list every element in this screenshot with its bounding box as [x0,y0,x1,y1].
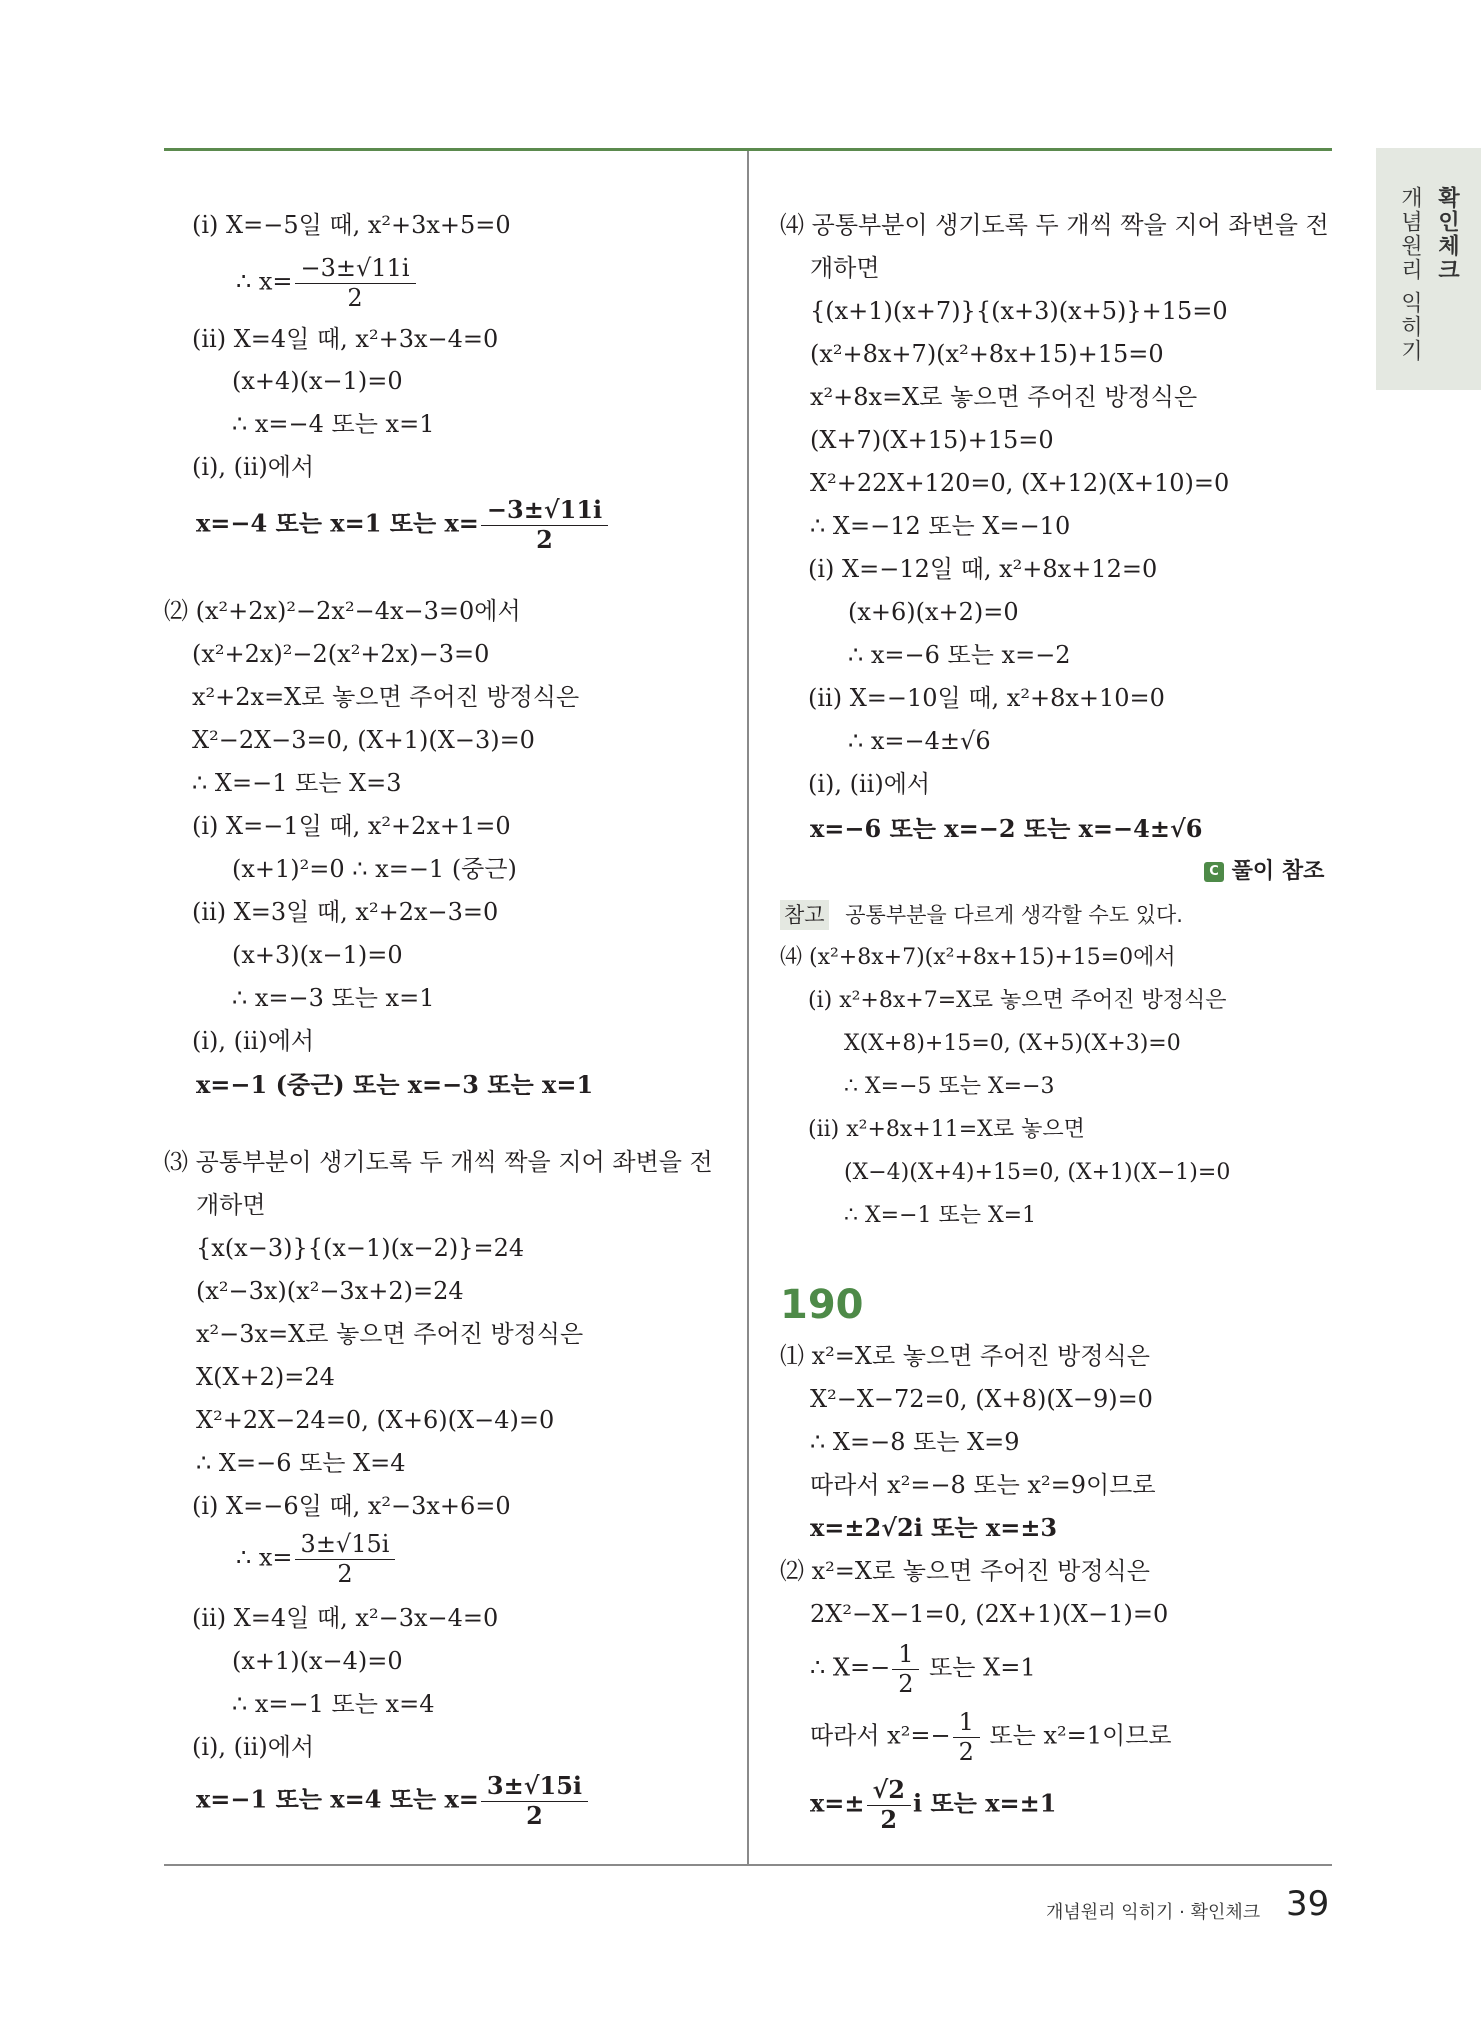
answer-prefix: x=± [810,1788,865,1818]
solution-line: (x²−3x)(x²−3x+2)=24 [196,1277,464,1305]
solution-line: (ⅰ), (ⅱ)에서 [192,1027,315,1055]
problem-line: ⑵ (x²+2x)²−2x²−4x−3=0에서 [164,597,521,625]
solution-line: {x(x−3)}{(x−1)(x−2)}=24 [196,1234,525,1262]
solution-line: 개하면 [196,1191,266,1219]
solution-line: ∴ x=−4±√6 [848,727,991,755]
solution-line: x²+8x=X로 놓으면 주어진 방정식은 [810,383,1198,411]
solution-line: (ⅰ), (ⅱ)에서 [192,1733,315,1761]
fraction-denominator: 2 [536,525,553,554]
solution-line: ∴ X=−1 또는 X=3 [192,769,402,797]
solution-ref-icon: C [1204,862,1224,882]
answer-line [196,1772,590,1830]
side-tab-title: 확인체크 [1434,186,1460,282]
fraction-numerator: 3±√15i [295,1530,396,1560]
solution-line: ∴ x=−3 또는 x=1 [232,984,435,1012]
fraction-numerator: √2 [867,1776,911,1806]
solution-line: (ⅰ) X=−6일 때, x²−3x+6=0 [192,1492,511,1520]
page-number: 39 [1286,1884,1330,1924]
fraction-numerator: 1 [892,1640,919,1670]
fraction-numerator: −3±√11i [481,496,608,526]
solution-line: (ⅰ), (ⅱ)에서 [192,453,315,481]
answer-line [196,496,610,554]
answer-line: x=−6 또는 x=−2 또는 x=−4±√6 [810,814,1203,843]
solution-line: ∴ x=−1 또는 x=4 [232,1690,435,1718]
solution-line: (x+1)²=0 ∴ x=−1 (중근) [232,855,517,883]
solution-line: (ⅱ) X=4일 때, x²−3x−4=0 [192,1604,499,1632]
problem-line: ⑷ 공통부분이 생기도록 두 개씩 짝을 지어 좌변을 전 [780,211,1329,239]
fraction-denominator: 2 [880,1805,898,1834]
note-line: ∴ X=−1 또는 X=1 [844,1203,1037,1228]
solution-line: (ⅱ) X=3일 때, x²+2x−3=0 [192,898,499,926]
side-tab [1376,148,1481,390]
note-line: X(X+8)+15=0, (X+5)(X+3)=0 [844,1031,1181,1056]
note-header [780,900,1183,930]
fraction-denominator: 2 [526,1801,543,1830]
solution-line: (x²+2x)²−2(x²+2x)−3=0 [192,640,490,668]
fraction-denominator: 2 [898,1670,914,1698]
problem-number: 190 [780,1282,864,1328]
answer-prefix: x=−1 또는 x=4 또는 x= [196,1784,479,1814]
fraction-suffix: 또는 x²=1이므로 [989,1721,1172,1750]
solution-line: (x²+8x+7)(x²+8x+15)+15=0 [810,340,1164,368]
solution-line: (x+3)(x−1)=0 [232,941,403,969]
solution-line [810,1708,1172,1766]
solution-line: {(x+1)(x+7)}{(x+3)(x+5)}+15=0 [810,297,1228,325]
solution-line: (ⅰ), (ⅱ)에서 [808,770,931,798]
answer-line [810,1776,1056,1834]
reference-note [1204,857,1324,887]
solution-line: ∴ x=−6 또는 x=−2 [848,641,1071,669]
solution-line: x²−3x=X로 놓으면 주어진 방정식은 [196,1320,584,1348]
fraction-prefix: ∴ x= [236,1543,293,1572]
answer-line: x=−1 (중근) 또는 x=−3 또는 x=1 [196,1070,594,1099]
fraction-suffix: 또는 X=1 [929,1653,1036,1682]
solution-line: (ⅰ) X=−5일 때, x²+3x+5=0 [192,211,511,239]
solution-line: X²+2X−24=0, (X+6)(X−4)=0 [196,1406,555,1434]
fraction-denominator: 2 [958,1738,974,1766]
answer-line: x=±2√2i 또는 x=±3 [810,1513,1058,1542]
note-tag: 참고 [780,900,829,930]
answer-suffix: i 또는 x=±1 [913,1788,1057,1818]
fraction-numerator: 3±√15i [481,1772,588,1802]
solution-line: (x+4)(x−1)=0 [232,367,403,395]
solution-line: (ⅰ) X=−12일 때, x²+8x+12=0 [808,555,1158,583]
fraction-denominator: 2 [337,1560,353,1588]
solution-line: X(X+2)=24 [196,1363,335,1391]
note-line: (X−4)(X+4)+15=0, (X+1)(X−1)=0 [844,1160,1231,1185]
fraction-prefix: ∴ X=− [810,1653,891,1682]
solution-line: X²−2X−3=0, (X+1)(X−3)=0 [192,726,535,754]
solution-line: 따라서 x²=−8 또는 x²=9이므로 [810,1471,1156,1499]
column-divider [747,151,749,1865]
solution-line: 2X²−X−1=0, (2X+1)(X−1)=0 [810,1600,1169,1628]
solution-line: ∴ x=−4 또는 x=1 [232,410,435,438]
fraction [481,496,608,554]
fraction [892,1640,919,1698]
problem-line: ⑴ x²=X로 놓으면 주어진 방정식은 [780,1342,1150,1370]
fraction-prefix: ∴ x= [236,267,293,296]
bottom-rule [164,1864,1332,1866]
footer-text: 개념원리 익히기 · 확인체크 [1046,1902,1261,1923]
fraction [867,1776,911,1834]
fraction [295,1530,396,1588]
problem-line: ⑶ 공통부분이 생기도록 두 개씩 짝을 지어 좌변을 전 [164,1148,713,1176]
solution-line: X²−X−72=0, (X+8)(X−9)=0 [810,1385,1153,1413]
note-line: (ⅰ) x²+8x+7=X로 놓으면 주어진 방정식은 [808,988,1227,1013]
side-tab-subtitle: 개념원리 익히기 [1397,186,1423,363]
fraction-denominator: 2 [347,284,363,312]
fraction-numerator: −3±√11i [295,254,416,284]
note-line: ∴ X=−5 또는 X=−3 [844,1074,1055,1099]
solution-line: (ⅱ) X=4일 때, x²+3x−4=0 [192,325,499,353]
answer-prefix: x=−4 또는 x=1 또는 x= [196,508,479,538]
solution-line: X²+22X+120=0, (X+12)(X+10)=0 [810,469,1230,497]
solution-line: (ⅰ) X=−1일 때, x²+2x+1=0 [192,812,511,840]
solution-line: x²+2x=X로 놓으면 주어진 방정식은 [192,683,580,711]
solution-line: (x+6)(x+2)=0 [848,598,1019,626]
fraction [481,1772,588,1830]
fraction-prefix: 따라서 x²=− [810,1721,951,1750]
fraction [953,1708,980,1766]
solution-line: ∴ X=−6 또는 X=4 [196,1449,406,1477]
reference-label: 풀이 참조 [1231,859,1325,884]
solution-line: (X+7)(X+15)+15=0 [810,426,1054,454]
solution-line: ∴ X=−8 또는 X=9 [810,1428,1020,1456]
note-line: (ⅱ) x²+8x+11=X로 놓으면 [808,1117,1085,1142]
note-line: ⑷ (x²+8x+7)(x²+8x+15)+15=0에서 [780,945,1176,970]
solution-line [810,1640,1036,1698]
solution-line: ∴ X=−12 또는 X=−10 [810,512,1071,540]
note-text: 공통부분을 다르게 생각할 수도 있다. [845,903,1183,927]
solution-line: 개하면 [810,254,880,282]
fraction-numerator: 1 [953,1708,980,1738]
solution-line: (x+1)(x−4)=0 [232,1647,403,1675]
fraction [295,254,416,312]
solution-line [236,1530,397,1588]
solution-line [236,254,418,312]
problem-line: ⑵ x²=X로 놓으면 주어진 방정식은 [780,1557,1150,1585]
solution-line: (ⅱ) X=−10일 때, x²+8x+10=0 [808,684,1165,712]
